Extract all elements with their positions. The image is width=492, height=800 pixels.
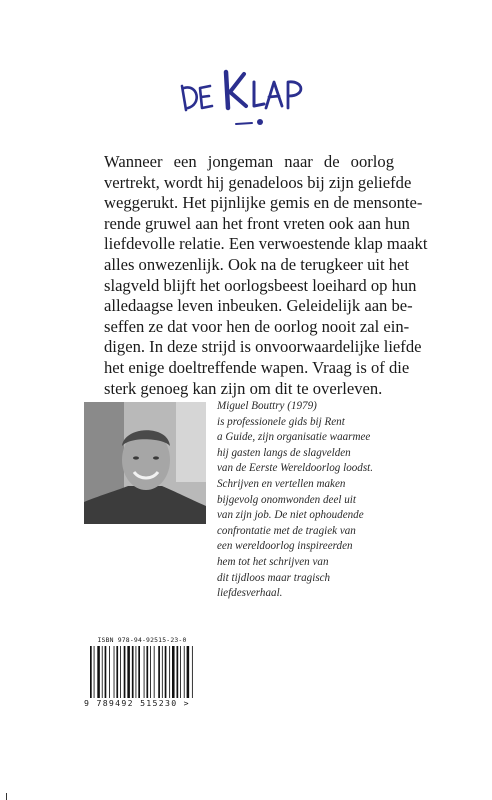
bio-line: hij gasten langs de slagvelden: [217, 446, 351, 459]
bio-line: een wereldoorlog inspireerden: [217, 540, 353, 553]
blurb-line: liefdevolle relatie. Een verwoestende klap maakt: [104, 234, 428, 254]
blurb-line: digen. In deze strijd is onvoorwaardelijke liefde: [104, 337, 422, 357]
bio-line: Schrijven en vertellen maken: [217, 477, 346, 490]
bio-line: Miguel Bouttry (1979): [217, 400, 317, 412]
blurb-line: Wanneer een jongeman naar de oorlog: [104, 152, 394, 171]
blurb-line: alles onwezenlijk. Ook na de terugkeer uit het: [104, 254, 410, 274]
blurb-line: het enige doeltreffende wapen. Vraag is of die: [104, 357, 410, 377]
blurb-line: sterk genoeg kan zijn om dit te overleven.: [104, 378, 383, 398]
barcode-icon: [90, 646, 194, 698]
blurb-line: rende gruwel aan het front vreten ook aan hun: [104, 213, 410, 233]
back-cover-blurb: [104, 152, 428, 399]
bio-line: is professionele gids bij Rent: [217, 415, 345, 428]
blurb-line: slagveld blijft het oorlogsbeest loeihard op hun: [104, 275, 417, 295]
bio-line: a Guide, zijn organisatie waarmee: [217, 431, 371, 444]
author-bio: [217, 399, 417, 602]
blurb-line: weggerukt. Het pijnlijke gemis en de mensonte-: [104, 193, 423, 213]
isbn-barcode: [84, 636, 196, 712]
bio-line: confrontatie met de tragiek van: [217, 524, 356, 537]
blurb-line: alledaagse leven inbeuken. Geleidelijk aan be-: [104, 296, 413, 316]
barcode-digits: 9 789492 515230 >: [84, 698, 190, 708]
blurb-line: vertrekt, wordt hij genadeloos bij zijn geliefde: [104, 172, 412, 192]
isbn-label: ISBN 978-94-92515-23-0: [97, 636, 187, 644]
bio-line: van de Eerste Wereldoorlog loodst.: [217, 462, 374, 475]
bio-line: bijgevolg onomwonden deel uit: [217, 493, 356, 506]
blurb-line: seffen ze dat voor hen de oorlog nooit zal ein-: [104, 316, 410, 336]
crop-mark: [6, 793, 7, 800]
bio-line: liefdesverhaal.: [217, 587, 283, 600]
bio-line: dit tijdloos maar tragisch: [217, 571, 331, 584]
author-photo: [84, 402, 206, 524]
author-portrait-icon: [84, 402, 206, 524]
bio-line: hem tot het schrijven van: [217, 555, 329, 568]
bio-line: van zijn job. De niet ophoudende: [217, 509, 364, 522]
de-klap-logo-icon: [178, 66, 310, 132]
